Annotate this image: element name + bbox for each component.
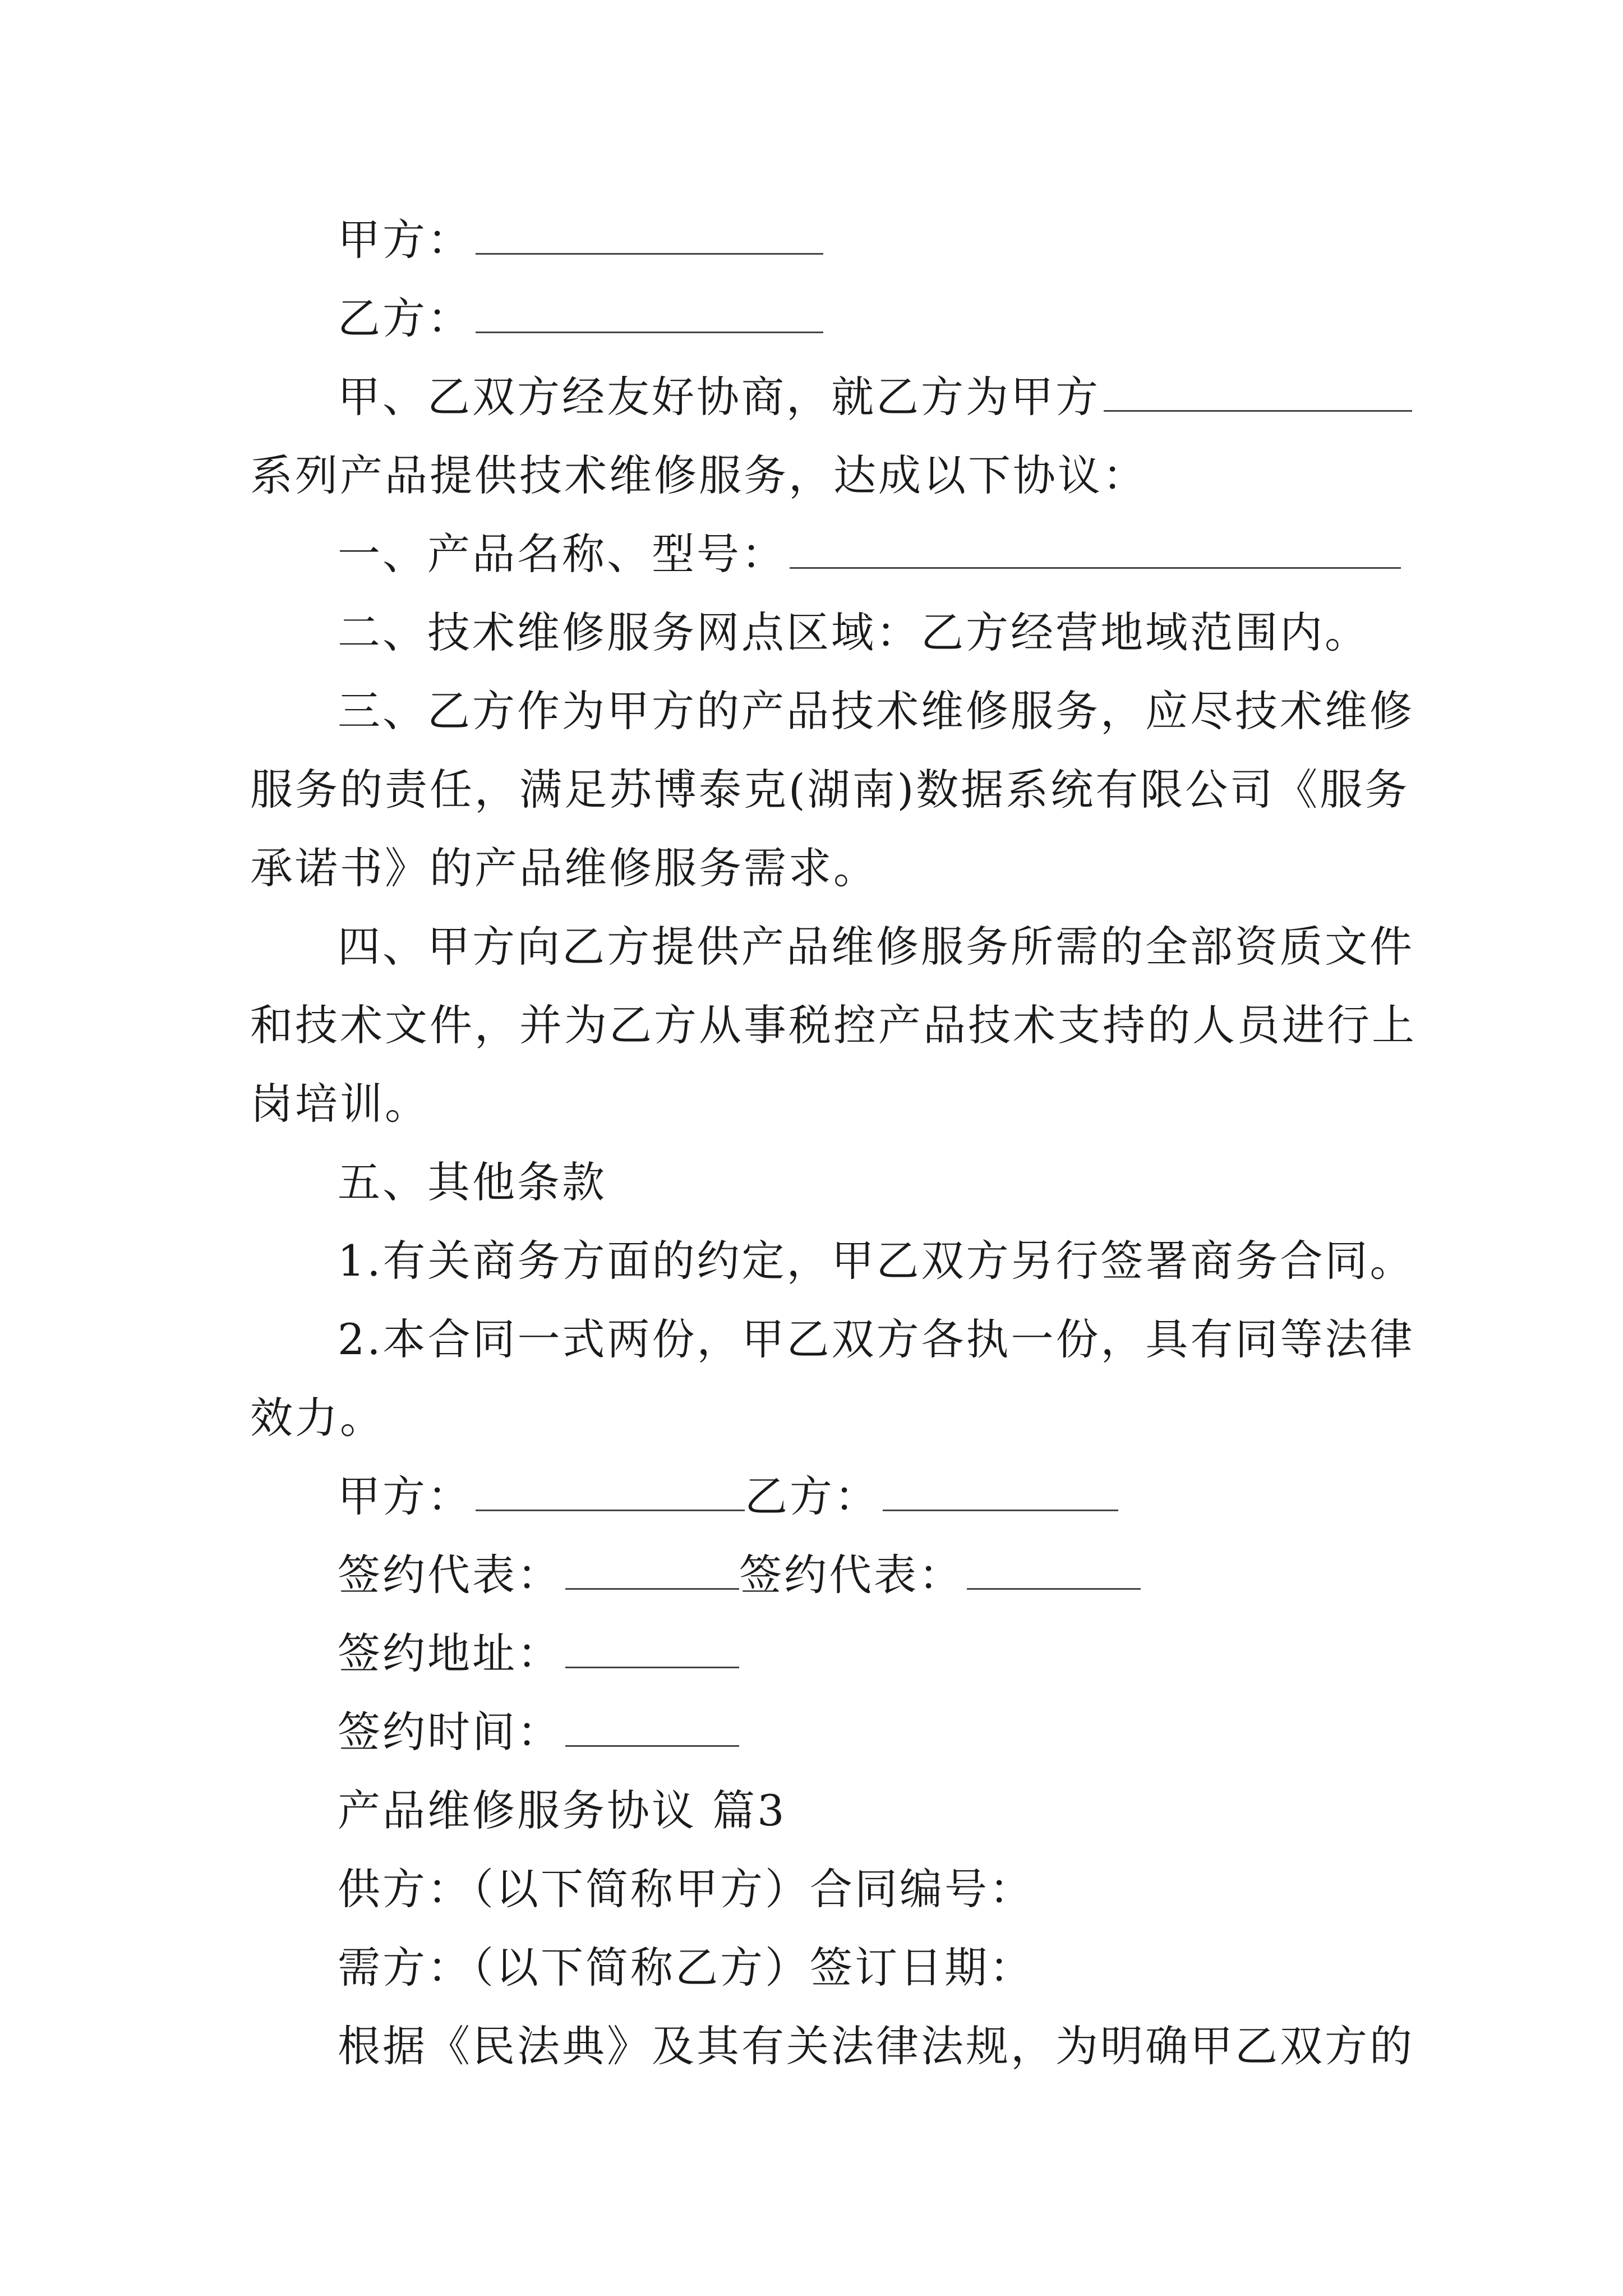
clause-2-line: [338, 605, 1398, 661]
party-b-line: [338, 291, 1398, 347]
signature-rep-b-blank: [967, 1549, 1141, 1590]
clause-1-line: [338, 526, 1398, 582]
signature-address-label: 签约地址：: [338, 1628, 562, 1678]
party-b-label: 乙方：: [338, 293, 472, 343]
party-a-line: [338, 212, 1398, 268]
clause-3-text-2: 服务的责任，满足苏博泰克(湖南)数据系统有限公司《服务: [250, 765, 1410, 815]
intro-text-1: 甲、乙双方经友好协商，就乙方为甲方: [338, 372, 1100, 422]
clause-5-heading: 五、其他条款: [338, 1157, 607, 1207]
supplier-text: 供方：（以下简称甲方）合同编号：: [338, 1864, 1034, 1914]
clause-5-2-line-1: [338, 1312, 1415, 1368]
basis-text: 根据《民法典》及其有关法律法规，为明确甲乙双方的: [338, 2021, 1414, 2071]
signature-time-line: [338, 1704, 1398, 1760]
clause-5-1-text: 1.有关商务方面的约定，甲乙双方另行签署商务合同。: [338, 1236, 1415, 1286]
party-b-blank: [476, 292, 823, 333]
signature-address-blank: [565, 1627, 739, 1668]
section-3-title-line: [338, 1783, 1398, 1839]
signature-party-a-blank: [476, 1470, 745, 1511]
signature-rep-a-blank: [565, 1549, 739, 1590]
signature-time-label: 签约时间：: [338, 1707, 562, 1757]
section-3-title: 产品维修服务协议 篇3: [338, 1786, 787, 1835]
clause-5-line: [338, 1154, 1398, 1211]
signature-party-b-label: 乙方：: [745, 1471, 879, 1521]
clause-4-text-3: 岗培训。: [250, 1079, 430, 1129]
clause-1-text: 一、产品名称、型号：: [338, 529, 786, 579]
clause-3-line-3: [250, 840, 1394, 896]
clause-3-text-3: 承诺书》的产品维修服务需求。: [250, 843, 878, 893]
intro-line-1: [338, 369, 1398, 425]
supplier-line: [338, 1861, 1398, 1917]
clause-4-text-1: 四、甲方向乙方提供产品维修服务所需的全部资质文件: [338, 922, 1414, 972]
intro-text-2: 系列产品提供技术维修服务，达成以下协议：: [250, 450, 1147, 500]
signature-rep-b-label: 签约代表：: [739, 1550, 963, 1600]
clause-5-2-text-2: 效力。: [250, 1393, 385, 1443]
clause-4-text-2: 和技术文件，并为乙方从事税控产品技术支持的人员进行上: [250, 1000, 1417, 1050]
buyer-line: [338, 1940, 1398, 1996]
signature-party-a-label: 甲方：: [338, 1471, 472, 1521]
signature-party-line: [338, 1469, 1398, 1525]
clause-5-2-text-1: 2.本合同一式两份，甲乙双方各执一份，具有同等法律: [338, 1314, 1415, 1364]
signature-address-line: [338, 1626, 1398, 1682]
clause-4-line-2: [250, 997, 1417, 1053]
signature-party-b-blank: [883, 1470, 1118, 1511]
signature-rep-line: [338, 1547, 1398, 1603]
product-model-blank: [790, 528, 1401, 569]
clause-3-text-1: 三、乙方作为甲方的产品技术维修服务，应尽技术维修: [338, 686, 1414, 736]
clause-4-line-1: [338, 919, 1414, 975]
product-series-blank: [1104, 371, 1412, 412]
intro-line-2: [250, 448, 1394, 504]
buyer-text: 需方：（以下简称乙方）签订日期：: [338, 1943, 1034, 1993]
clause-5-2-line-2: [250, 1390, 1394, 1446]
party-a-label: 甲方：: [338, 215, 472, 265]
clause-4-line-3: [250, 1076, 1394, 1132]
clause-3-line-2: [250, 762, 1410, 818]
clause-2-text: 二、技术维修服务网点区域：乙方经营地域范围内。: [338, 608, 1370, 657]
signature-rep-a-label: 签约代表：: [338, 1550, 562, 1600]
party-a-blank: [476, 214, 823, 255]
signature-time-blank: [565, 1706, 739, 1747]
clause-5-1-line: [338, 1233, 1415, 1289]
basis-line: [338, 2018, 1414, 2074]
clause-3-line-1: [338, 683, 1414, 739]
